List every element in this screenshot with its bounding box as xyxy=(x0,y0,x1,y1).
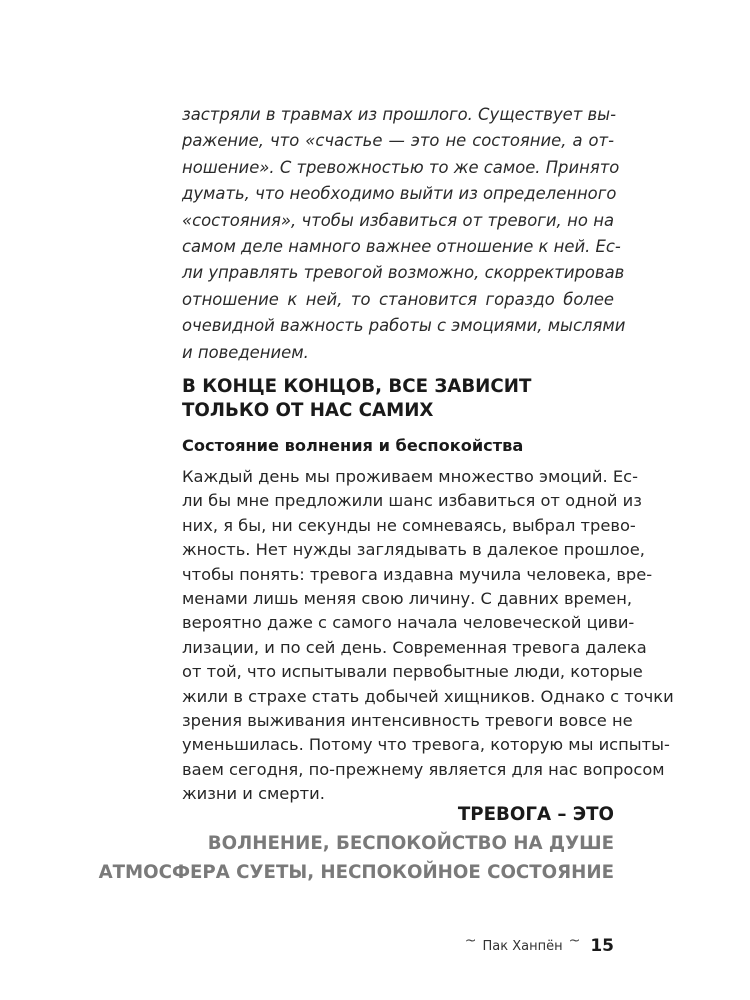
running-footer xyxy=(464,933,614,956)
section-title-line: ТОЛЬКО ОТ НАС САМИХ xyxy=(182,400,434,421)
subheading: Состояние волнения и беспокойства xyxy=(182,436,524,455)
tilde-ornament-icon: ~ xyxy=(464,933,477,949)
text-line: ли управлять тревогой возможно, скорректировав xyxy=(182,263,625,283)
text-line: жность. Нет нужды заглядывать в далекое прошлое, xyxy=(182,540,645,560)
text-line: них, я бы, ни секунды не сомневаясь, выбрал трево- xyxy=(182,515,636,535)
callout-quote xyxy=(99,800,614,887)
text-line: застряли в травмах из прошлого. Существует вы- xyxy=(182,105,616,124)
text-line: очевидной важность работы с эмоциями, мыслями xyxy=(182,316,626,336)
text-line: уменьшилась. Потому что тревога, которую мы испыты- xyxy=(182,735,670,755)
text-line: зрения выживания интенсивность тревоги вовсе не xyxy=(182,711,633,731)
text-line: лизации, и по сей день. Современная тревога далека xyxy=(182,637,647,657)
text-line: от той, что испытывали первобытные люди, которые xyxy=(182,662,643,682)
text-line: жили в страхе стать добычей хищников. Однако с точки xyxy=(182,686,674,706)
callout-line: ВОЛНЕНИЕ, БЕСПОКОЙСТВО НА ДУШЕ xyxy=(207,833,614,854)
callout-heading: ТРЕВОГА – ЭТО xyxy=(457,804,614,825)
body-paragraph xyxy=(182,465,674,807)
text-line: ношение». С тревожностью то же самое. Принято xyxy=(182,157,620,177)
text-line: ли бы мне предложили шанс избавиться от одной из xyxy=(182,491,642,511)
text-line: самом деле намного важнее отношение к ней. Ес- xyxy=(182,237,621,257)
intro-italic-paragraph xyxy=(182,102,626,366)
text-line: вероятно даже с самого начала человеческой циви- xyxy=(182,613,635,633)
text-line: Каждый день мы проживаем множество эмоций. Ес- xyxy=(182,467,638,486)
page-number: 15 xyxy=(590,936,614,956)
text-line: ражение, что «счастье — это не состояние, а от- xyxy=(182,131,614,151)
text-line: и поведением. xyxy=(182,342,309,362)
text-line: жизни и смерти. xyxy=(182,784,325,804)
text-line: думать, что необходимо выйти из определенного xyxy=(182,184,617,204)
author-name: Пак Ханпён xyxy=(482,938,563,954)
tilde-ornament-icon: ~ xyxy=(568,933,581,949)
text-line: менами лишь меняя свою личину. С давних времен, xyxy=(182,589,633,609)
callout-line: АТМОСФЕРА СУЕТЫ, НЕСПОКОЙНОЕ СОСТОЯНИЕ xyxy=(98,862,614,883)
text-line: «состояния», чтобы избавиться от тревоги, но на xyxy=(182,210,614,230)
text-line: чтобы понять: тревога издавна мучила человека, вре- xyxy=(182,564,653,584)
text-line: отношение к ней, то становится гораздо более xyxy=(182,289,614,309)
text-line: ваем сегодня, по-прежнему является для нас вопросом xyxy=(182,759,665,779)
section-title xyxy=(182,375,614,423)
section-title-line: В КОНЦЕ КОНЦОВ, ВСЕ ЗАВИСИТ xyxy=(182,376,532,397)
